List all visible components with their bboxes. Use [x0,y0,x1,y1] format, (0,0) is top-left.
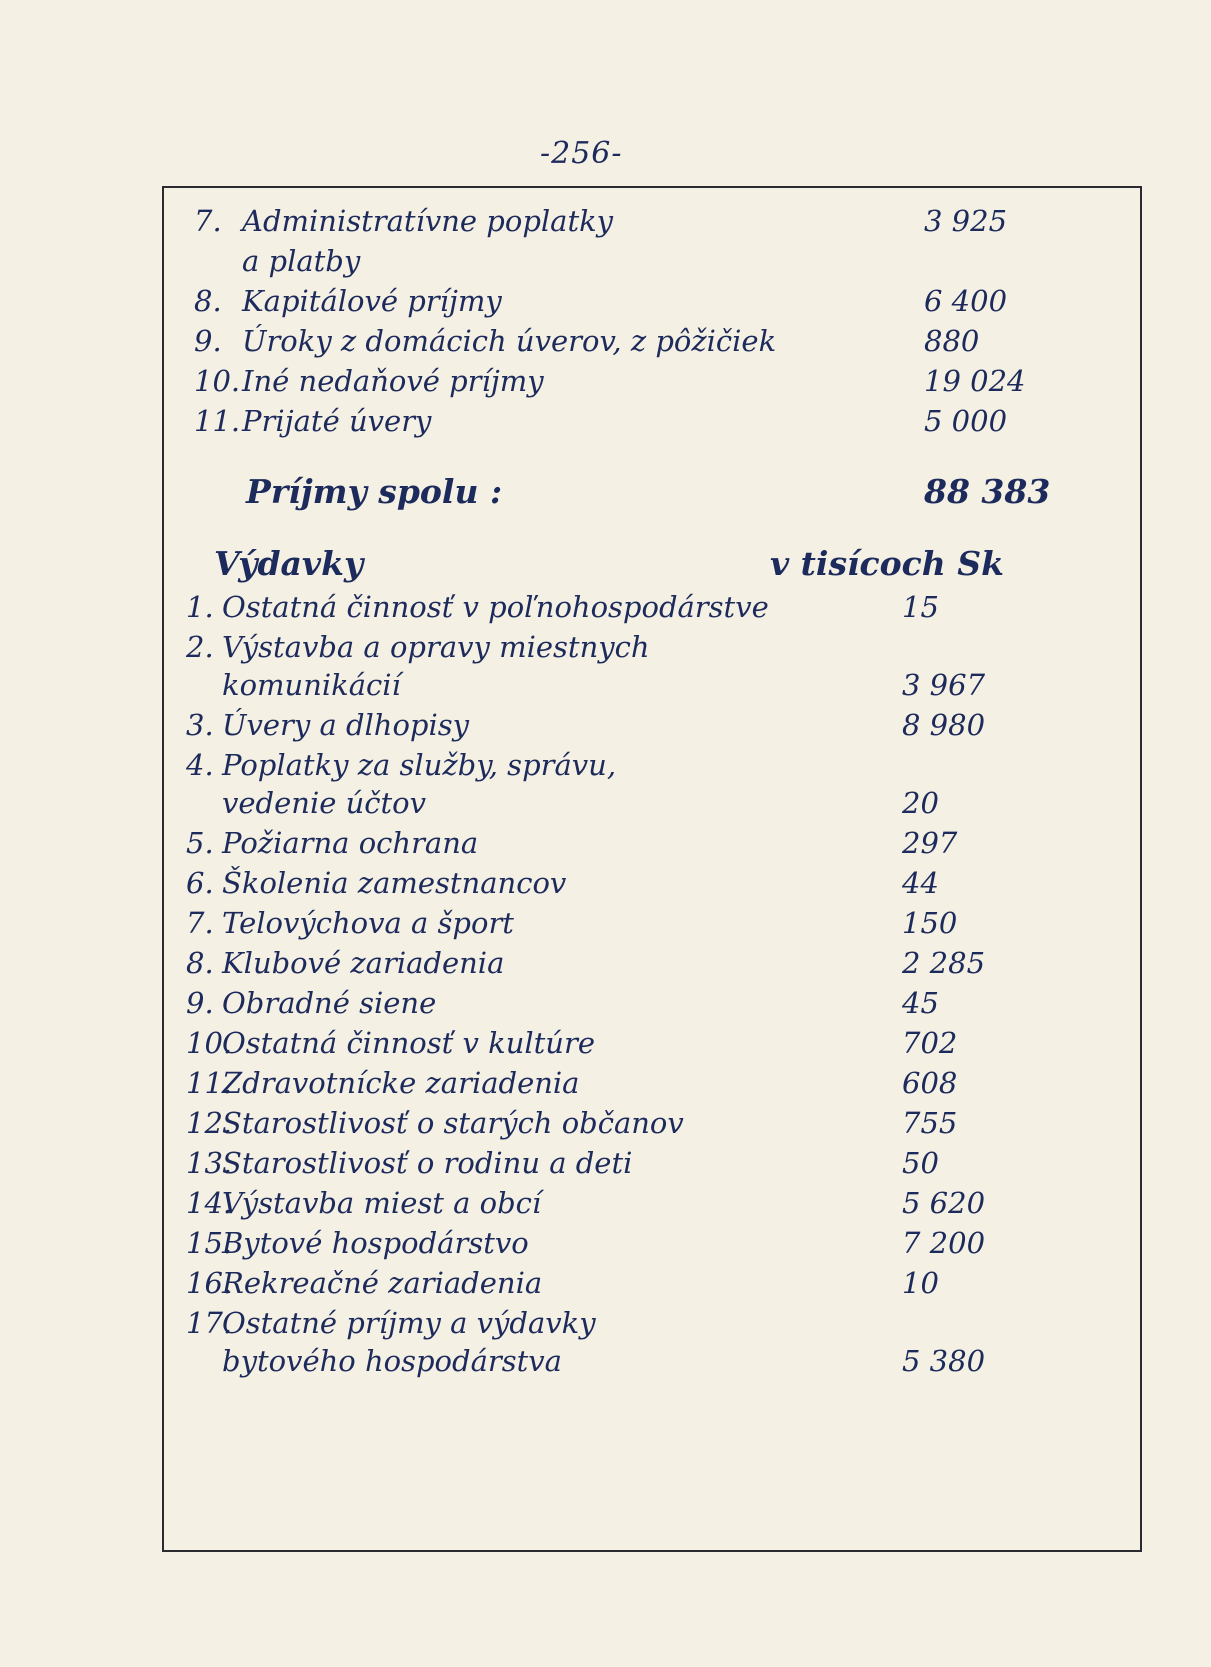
expense-item [164,906,1140,950]
item-number: 9. [186,986,214,1020]
item-number: 8. [194,284,222,318]
expense-item [164,1266,1140,1310]
item-number: 13. [186,1146,233,1180]
expense-item [164,986,1140,1030]
expense-item [164,668,1140,712]
revenue-total-label: Príjmy spolu : [246,472,503,511]
expenses-heading-label: Výdavky [214,544,364,583]
expense-item [164,946,1140,990]
item-value: 44 [902,866,939,900]
item-number: 7. [186,906,214,940]
item-number: 15. [186,1226,233,1260]
item-label: Školenia zamestnancov [222,866,567,900]
item-label: Telovýchova a šport [222,906,514,940]
item-label: Iné nedaňové príjmy [242,364,544,398]
item-value: 3 967 [902,668,986,702]
item-value: 15 [902,590,939,624]
expense-item [164,826,1140,870]
item-number: 7. [194,204,222,238]
item-label: Požiarna ochrana [222,826,479,860]
expenses-heading [164,544,1140,588]
expense-item [164,1066,1140,1110]
item-label: Výstavba a opravy miestnych [222,630,650,664]
revenue-item [164,404,1140,448]
expense-item [164,1106,1140,1150]
revenue-item [164,204,1140,248]
item-number: 11. [186,1066,233,1100]
item-label: a platby [242,244,361,278]
item-number: 8. [186,946,214,980]
expenses-heading-unit: v tisícoch Sk [770,544,1004,583]
item-label: Ostatná činnosť v poľnohospodárstve [222,590,769,624]
item-label: Zdravotnícke zariadenia [222,1066,580,1100]
item-label: bytového hospodárstva [222,1344,562,1378]
item-value: 7 200 [902,1226,986,1260]
item-label: Kapitálové príjmy [242,284,502,318]
item-number: 12. [186,1106,233,1140]
item-value: 45 [902,986,939,1020]
item-label: Bytové hospodárstvo [222,1226,529,1260]
item-label: Ostatné príjmy a výdavky [222,1306,596,1340]
item-number: 6. [186,866,214,900]
item-value: 20 [902,786,939,820]
expense-item [164,1026,1140,1070]
expense-item [164,786,1140,830]
item-number: 1. [186,590,214,624]
item-value: 702 [902,1026,958,1060]
item-value: 150 [902,906,958,940]
item-value: 2 285 [902,946,986,980]
item-number: 10. [186,1026,233,1060]
item-value: 5 000 [924,404,1008,438]
item-value: 6 400 [924,284,1008,318]
item-label: Výstavba miest a obcí [222,1186,542,1220]
revenue-total-value: 88 383 [924,472,1051,511]
item-label: komunikácií [222,668,401,702]
item-value: 8 980 [902,708,986,742]
revenue-item [164,324,1140,368]
expense-item [164,1226,1140,1270]
expense-item [164,1146,1140,1190]
item-label: Starostlivosť o rodinu a deti [222,1146,633,1180]
item-number: 5. [186,826,214,860]
page-number: -256- [540,136,623,171]
item-value: 297 [902,826,958,860]
item-label: Úvery a dlhopisy [222,708,470,742]
item-label: Poplatky za služby, správu, [222,748,617,782]
item-label: Administratívne poplatky [242,204,614,238]
item-value: 5 380 [902,1344,986,1378]
item-number: 2. [186,630,214,664]
item-value: 19 024 [924,364,1026,398]
revenue-item [164,364,1140,408]
item-label: Prijaté úvery [242,404,432,438]
item-label: Ostatná činnosť v kultúre [222,1026,596,1060]
item-number: 14. [186,1186,233,1220]
item-label: Úroky z domácich úverov, z pôžičiek [242,324,777,358]
expense-item [164,866,1140,910]
item-number: 10. [194,364,241,398]
item-number: 11. [194,404,241,438]
item-value: 3 925 [924,204,1008,238]
item-value: 880 [924,324,980,358]
ledger-frame [162,186,1142,1552]
expense-item [164,590,1140,634]
item-value: 5 620 [902,1186,986,1220]
item-number: 17. [186,1306,233,1340]
item-number: 9. [194,324,222,358]
item-label: Rekreačné zariadenia [222,1266,543,1300]
item-label: Klubové zariadenia [222,946,505,980]
item-value: 755 [902,1106,958,1140]
item-number: 3. [186,708,214,742]
item-number: 16. [186,1266,233,1300]
item-value: 608 [902,1066,958,1100]
expense-item [164,708,1140,752]
item-value: 50 [902,1146,939,1180]
item-label: Obradné siene [222,986,437,1020]
revenue-total [164,472,1140,516]
item-label: vedenie účtov [222,786,427,820]
expense-item [164,1344,1140,1388]
item-value: 10 [902,1266,939,1300]
item-number: 4. [186,748,214,782]
expense-item [164,1186,1140,1230]
revenue-item [164,244,1140,288]
item-label: Starostlivosť o starých občanov [222,1106,684,1140]
revenue-item [164,284,1140,328]
